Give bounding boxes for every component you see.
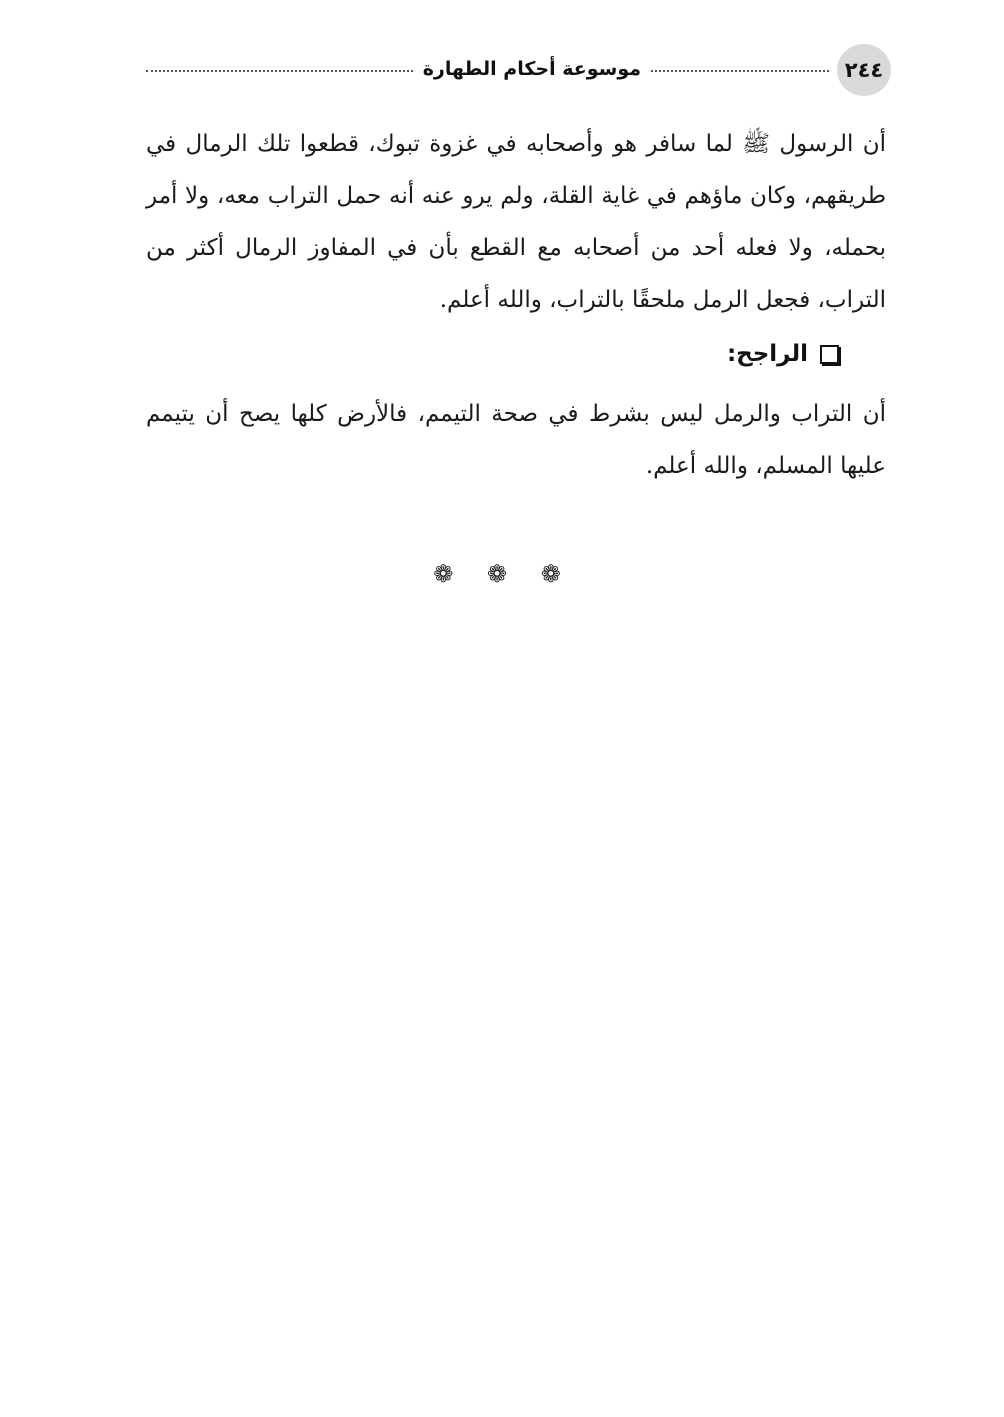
running-title: موسوعة أحكام الطهارة	[413, 54, 651, 84]
body-paragraph-1	[146, 118, 886, 326]
flower-ornament-icon: ❁	[540, 560, 571, 588]
paragraph-text: أن الرسول ﷺ لما سافر هو وأصحابه في غزوة تبوك، قطعوا تلك الرمال في طريقهم، وكان ماؤهم في غاية القلة، ولم يرو عنه أنه حمل التراب معه، ولا أمر بحمله، ولا فعله أحد من أصحابه مع القطع بأن في المفاوز الرمال أكثر من التراب، فجعل الرمل ملحقًا بالتراب، والله أعلم.	[146, 131, 886, 313]
paragraph-text: أن التراب والرمل ليس بشرط في صحة التيمم، فالأرض كلها يصح أن يتيمم عليها المسلم، والله أعلم.	[146, 401, 886, 479]
checkbox-icon	[820, 345, 839, 364]
page-number: ٢٤٤	[837, 44, 891, 96]
flower-ornament-icon: ❁	[486, 560, 518, 588]
section-heading	[727, 330, 839, 378]
body-paragraph-2	[146, 388, 886, 492]
flower-ornament-icon: ❁	[433, 560, 464, 588]
page-header	[146, 44, 891, 96]
section-end-ornaments	[0, 560, 1004, 588]
section-heading-label: الراجح:	[726, 341, 808, 367]
